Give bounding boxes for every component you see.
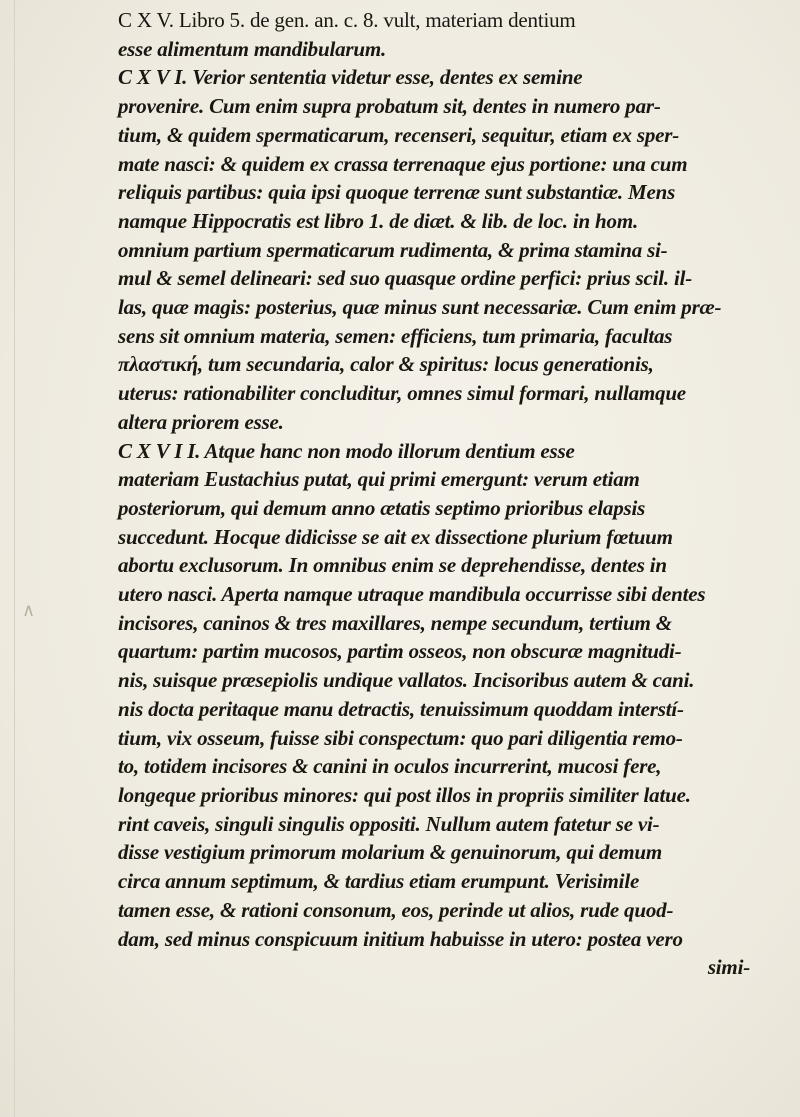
text-line: dam, sed minus conspicuum initium habuisse in utero: postea vero	[118, 926, 683, 951]
text-line: posteriorum, qui demum anno ætatis septimo prioribus elapsis	[118, 495, 646, 520]
text-line: πλαστική, tum secundaria, calor & spiritus: locus generationis,	[118, 352, 654, 377]
text-line: rint caveis, singuli singulis oppositi. Nullum autem fatetur se vi-	[118, 811, 660, 836]
text-line: tamen esse, & rationi consonum, eos, perinde ut alios, rude quod-	[118, 897, 674, 922]
text-line: utero nasci. Aperta namque utraque mandibula occurrisse sibi dentes	[118, 582, 706, 607]
text-line: tium, & quidem spermaticarum, recenseri, sequitur, etiam ex sper-	[118, 122, 680, 147]
running-head: C X V. Libro 5. de gen. an. c. 8. vult, materiam dentium	[118, 8, 576, 32]
text-line: mate nasci: & quidem ex crassa terrenaque ejus portione: una cum	[118, 151, 688, 176]
text-line: mul & semel delineari: sed suo quasque ordine perfici: prius scil. il-	[118, 266, 693, 291]
text-line: uterus: rationabiliter concluditur, omnes simul formari, nullamque	[118, 381, 686, 406]
text-line: abortu exclusorum. In omnibus enim se deprehendisse, dentes in	[118, 553, 667, 578]
text-line: nis, suisque præsepiolis undique vallatos. Incisoribus autem & cani.	[118, 668, 695, 693]
margin-mark-icon: ∧	[22, 600, 36, 621]
text-line: disse vestigium primorum molarium & genuinorum, qui demum	[118, 840, 663, 865]
text-line: reliquis partibus: quia ipsi quoque terrenæ sunt substantiæ. Mens	[118, 180, 676, 205]
catchword: simi-	[707, 955, 750, 980]
text-line: incisores, caninos & tres maxillares, nempe secundum, tertium &	[118, 610, 672, 635]
text-line: provenire. Cum enim supra probatum sit, dentes in numero par-	[118, 94, 661, 119]
latin-text-block	[118, 6, 790, 982]
text-line: omnium partium spermaticarum rudimenta, & prima stamina si-	[118, 237, 668, 262]
text-line: C X V I I. Atque hanc non modo illorum dentium esse	[118, 438, 575, 463]
text-line: namque Hippocratis est libro 1. de diæt. & lib. de loc. in hom.	[118, 208, 638, 233]
text-line: tium, vix osseum, fuisse sibi conspectum: quo pari diligentia remo-	[118, 725, 683, 750]
text-line: materiam Eustachius putat, qui primi emergunt: verum etiam	[118, 467, 640, 492]
text-line: succedunt. Hocque didicisse se ait ex dissectione plurium fœtuum	[118, 524, 673, 549]
text-line: nis docta peritaque manu detractis, tenuissimum quoddam interstí-	[118, 696, 684, 721]
page-gutter	[14, 0, 15, 1117]
text-line: altera priorem esse.	[118, 409, 284, 434]
text-line: esse alimentum mandibularum.	[118, 36, 387, 61]
text-line: to, totidem incisores & canini in oculos incurrerint, mucosi fere,	[118, 754, 662, 779]
text-line: las, quæ magis: posterius, quæ minus sunt necessariæ. Cum enim præ-	[118, 295, 722, 320]
text-line: longeque prioribus minores: qui post illos in propriis similiter latue.	[118, 782, 691, 807]
text-line: circa annum septimum, & tardius etiam erumpunt. Verisimile	[118, 869, 640, 894]
text-line: C X V I. Verior sententia videtur esse, dentes ex semine	[118, 65, 583, 90]
text-line: sens sit omnium materia, semen: efficiens, tum primaria, facultas	[118, 323, 673, 348]
text-line: quartum: partim mucosos, partim osseos, non obscuræ magnitudi-	[118, 639, 682, 664]
